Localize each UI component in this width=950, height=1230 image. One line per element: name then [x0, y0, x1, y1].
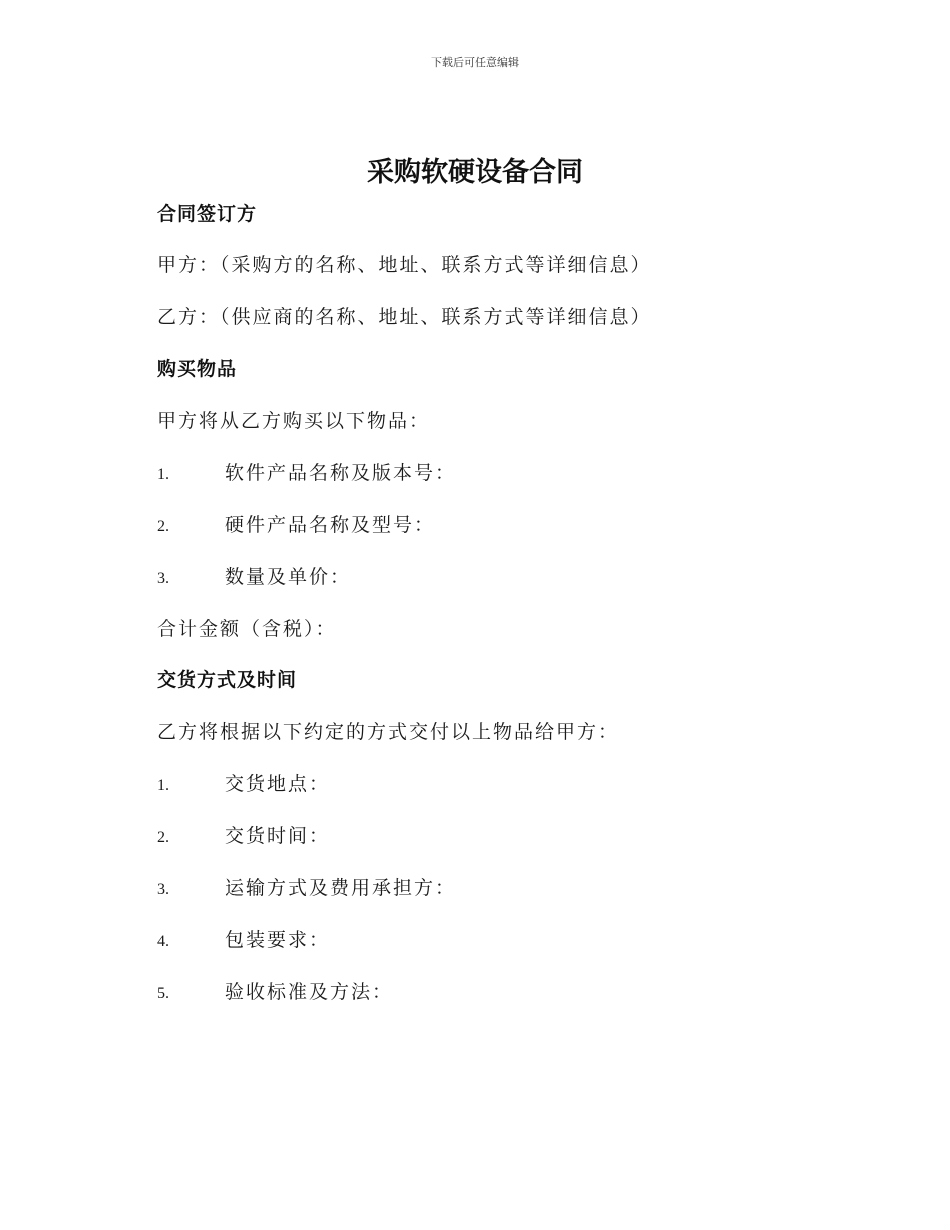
list-item: [157, 873, 456, 900]
list-item-number: 3.: [157, 881, 169, 898]
list-item-text: 验收标准及方法：: [225, 981, 394, 1003]
list-item-text: 交货时间：: [225, 825, 331, 847]
list-item-text: 硬件产品名称及型号：: [225, 514, 436, 536]
list-item: [157, 925, 330, 952]
list-item-number: 1.: [157, 777, 169, 794]
list-item: [157, 562, 351, 589]
party-b-line: 乙方：（供应商的名称、地址、联系方式等详细信息）: [157, 306, 652, 328]
list-item-number: 2.: [157, 829, 169, 846]
list-item-number: 4.: [157, 933, 169, 950]
list-item-number: 2.: [157, 518, 169, 535]
list-item-text: 交货地点：: [225, 773, 331, 795]
section-heading-delivery: 交货方式及时间: [157, 669, 298, 691]
list-item-number: 3.: [157, 570, 169, 587]
section-heading-goods: 购买物品: [157, 358, 238, 380]
total-amount-line: 合计金额（含税）：: [157, 618, 337, 640]
list-item-text: 软件产品名称及版本号：: [225, 462, 457, 484]
list-item: [157, 458, 456, 485]
list-item-number: 1.: [157, 466, 169, 483]
list-item: [157, 821, 330, 848]
list-item: [157, 510, 435, 537]
list-item-text: 数量及单价：: [225, 566, 352, 588]
document-title: 采购软硬设备合同: [367, 157, 583, 188]
goods-intro: 甲方将从乙方购买以下物品：: [157, 410, 431, 432]
list-item-text: 包装要求：: [225, 929, 331, 951]
list-item-text: 运输方式及费用承担方：: [225, 877, 457, 899]
list-item: [157, 977, 393, 1004]
page-header: 下载后可任意编辑: [431, 56, 519, 69]
delivery-intro: 乙方将根据以下约定的方式交付以上物品给甲方：: [157, 721, 620, 743]
party-a-line: 甲方：（采购方的名称、地址、联系方式等详细信息）: [157, 254, 652, 276]
section-heading-parties: 合同签订方: [157, 203, 258, 225]
list-item-number: 5.: [157, 985, 169, 1002]
list-item: [157, 769, 330, 796]
